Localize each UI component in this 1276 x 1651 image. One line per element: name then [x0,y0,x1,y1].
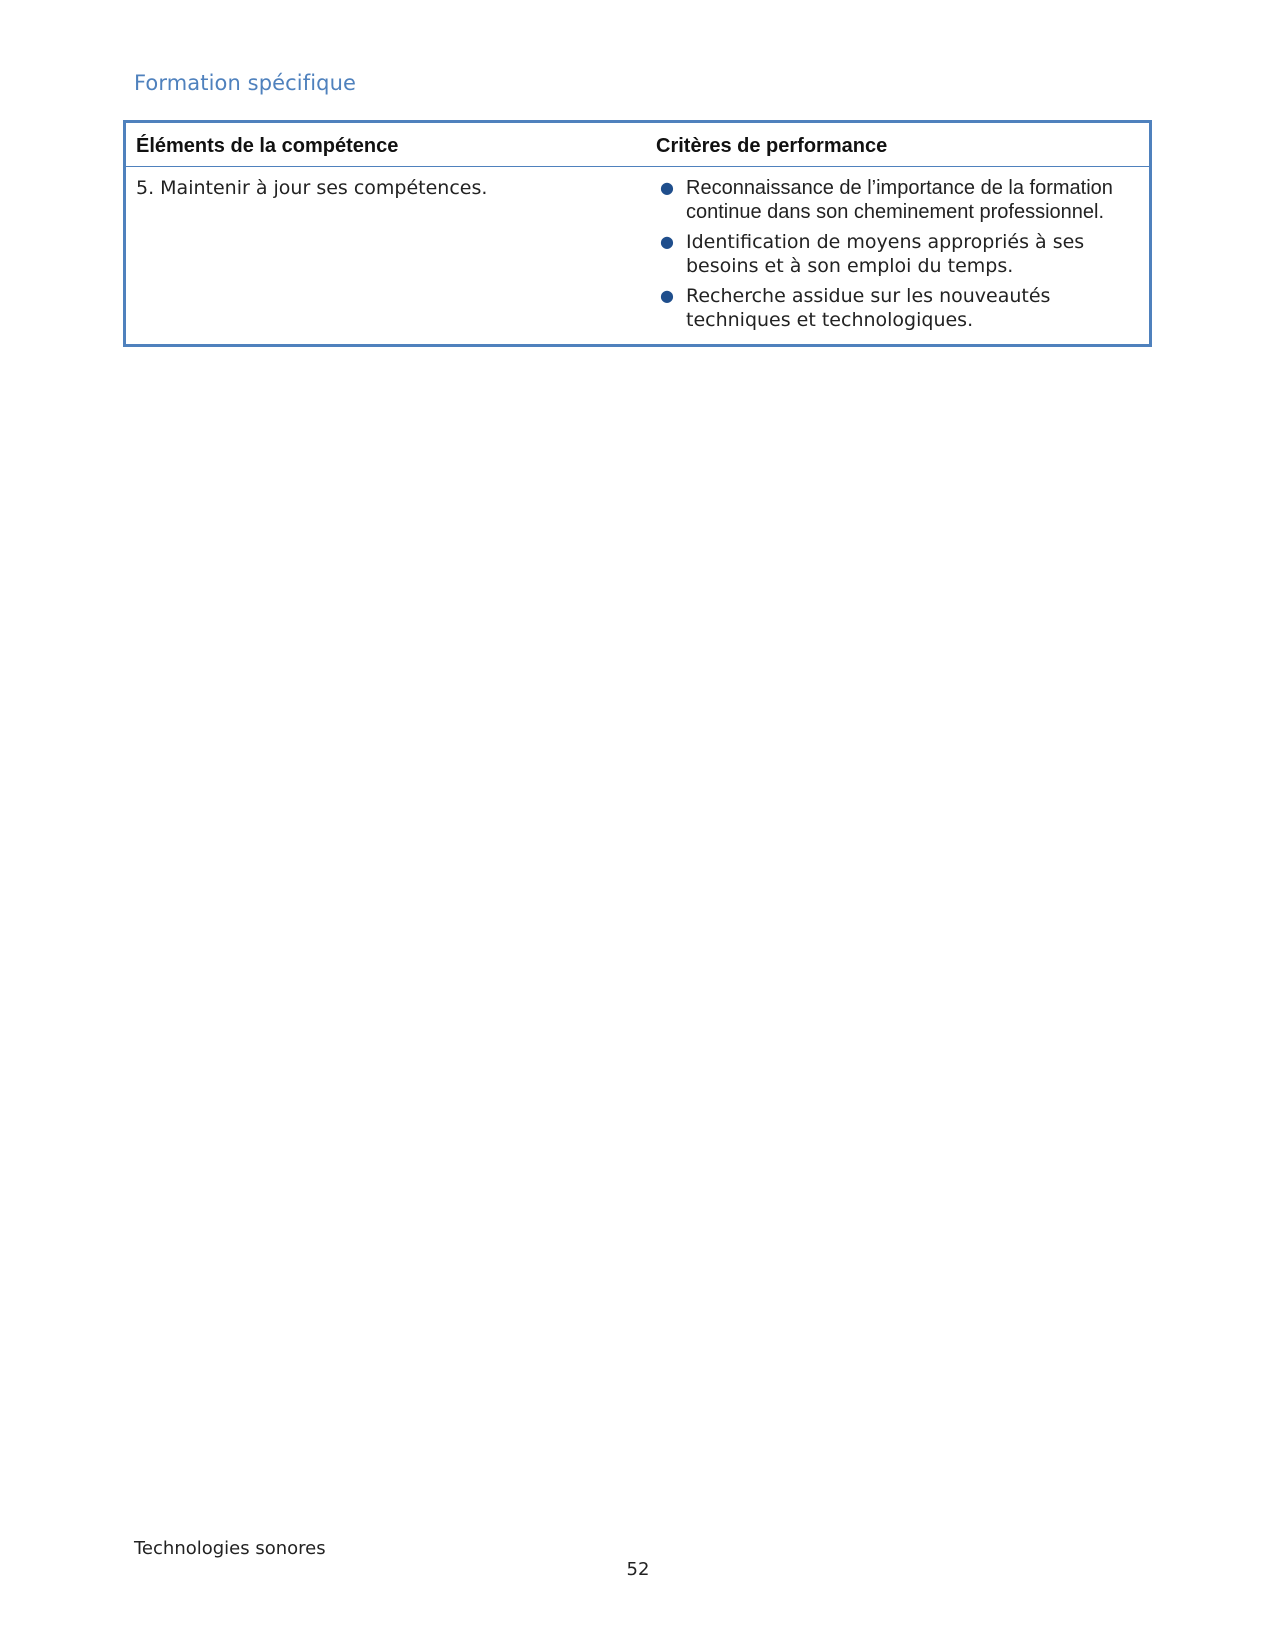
page-number: 52 [626,1559,650,1580]
criteria-text: Reconnaissance de l’importance de la formation continue dans son cheminement professionnel. [686,177,1113,223]
column-header-elements: Éléments de la compétence [125,122,647,167]
criteria-text: Identification de moyens appropriés à ses besoins et à son emploi du temps. [686,231,1085,277]
bullet-icon: ● [660,286,674,305]
table-row [125,167,1151,346]
bullet-icon: ● [660,232,674,251]
criteria-cell [646,167,1151,346]
criteria-item [656,176,1139,224]
competence-table [123,120,1152,347]
criteria-item [656,230,1139,278]
element-cell: 5. Maintenir à jour ses compétences. [136,177,488,199]
criteria-item [656,284,1139,332]
criteria-text: Recherche assidue sur les nouveautés techniques et technologiques. [686,285,1051,331]
section-title: Formation spécifique [134,71,357,95]
bullet-icon: ● [660,178,674,197]
criteria-list [656,176,1139,332]
column-header-criteria: Critères de performance [646,122,1151,167]
table-header-row [125,122,1151,167]
footer-document-title: Technologies sonores [134,1538,326,1559]
